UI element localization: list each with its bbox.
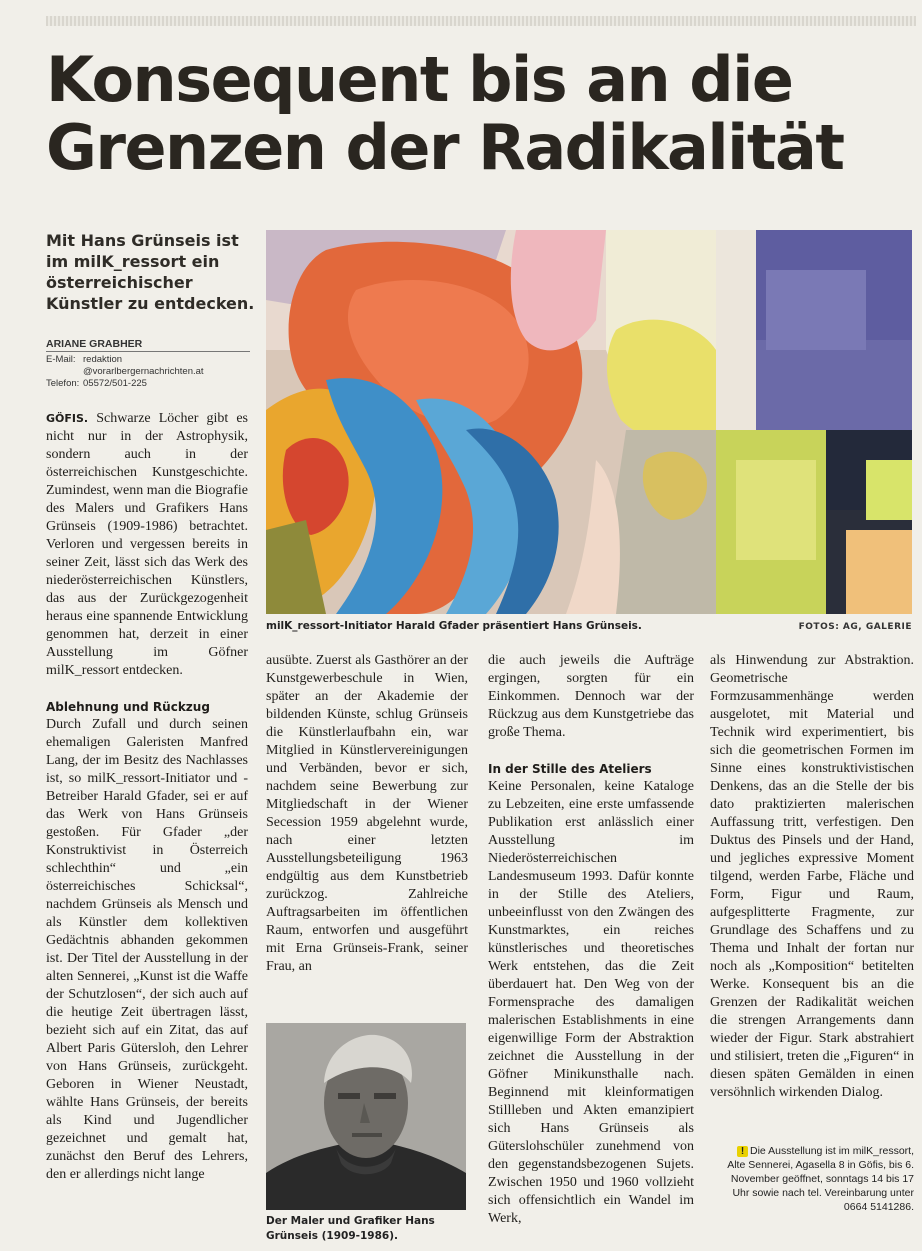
portrait-photo (266, 1023, 466, 1210)
headline (46, 43, 916, 184)
column-1-body: Durch Zufall und durch seinen ehemaligen Galeristen Manfred Lang, der im Besitz des Nachlasses ist, so milK_ressort-Initiator und -Betreiber Harald Gfader, sei er auf das Werk von Hans Grünseis gestoßen. Für Gfader „der Konstruktivist in Österreich schlechthin“ und „ein österreichisches Schicksal“, nachdem Grünseis als Mensch und als Künstler dem kollektiven Gedächtnis abhanden gekommen ist. Der Titel der Ausstellung in der alten Sennerei, „Kunst ist die Waffe der Schutzlosen“, der sich auch auf die heutige Zeit übertragen lässt, bezieht sich auf ein Zitat, das auf Albert Paris Gütersloh, den Lehrer von Hans Grünseis, zurückgeht. Geboren in Wiener Neustadt, wählte Hans Grünseis, der bereits als Kind und Jugendlicher gezeichnet und gemalt hat, zunächst den Beruf des Lehrers, den er allerdings nicht lange (46, 717, 248, 1182)
exhibition-info-text: Die Ausstellung ist im milK_ressort, Alte Sennerei, Agasella 8 in Göfis, bis 6. November geöffnet, sonntags 14 bis 17 Uhr sowie nach tel. Vereinbarung unter 0664 5141286. (727, 1145, 914, 1213)
article-column-1 (46, 410, 248, 1184)
intro-text: Schwarze Löcher gibt es nicht nur in der Astrophysik, sondern auch in der österreichischen Kunstgeschichte. Zumindest, wenn man die Biografie des Malers und Grafikers Hans Grünseis (1909-1986) betrachtet. Verloren und vergessen bereits in seiner Zeit, lässt sich das Werk des niederösterreichischen Künstlers, das aus der Zurückgezogenheit heraus eine spannende Entwicklung genommen hat, derzeit in einer Ausstellung im Göfner milK_ressort entdecken. (46, 411, 249, 678)
author-byline (46, 338, 250, 390)
email-line-2: @vorarlbergernachrichten.at (83, 366, 204, 377)
top-rule (46, 16, 916, 26)
article-column-4 (710, 652, 914, 1102)
painting-photo (266, 230, 912, 614)
portrait-caption: Der Maler und Grafiker Hans Grünseis (1909-1986). (266, 1215, 435, 1242)
author-name: ARIANE GRABHER (46, 338, 250, 352)
email-line-1: redaktion (83, 354, 123, 365)
email-label: E-Mail: (46, 354, 76, 365)
column-3-intro: die auch jeweils die Aufträge ergingen, sorgten für ein Einkommen. Dennoch war der Rückzug aus dem Kunstgetriebe das große Thema. (488, 653, 694, 740)
subheadline: Mit Hans Grünseis ist im milK_ressort ein österreichischer Künstler zu entdecken. (46, 231, 255, 313)
article-column-3 (488, 652, 694, 1228)
dateline: GÖFIS. (46, 412, 89, 425)
info-marker-icon: ! (737, 1146, 748, 1157)
photo-credit: FOTOS: AG, GALERIE (798, 622, 912, 632)
headline-line-2: Grenzen der Radikalität (46, 111, 844, 184)
section-heading-atelier: In der Stille des Ateliers (488, 762, 652, 776)
column-4-body: als Hinwendung zur Abstraktion. Geometrische Formzusammenhänge werden ausgelotet, mit Material und Technik wird experimentiert, bis sich die geometrischen Formen im Sinne eines konstruktivistischen Denkens, das an die Stelle der bis dato praktizierten malerischen Auffassung tritt, verfestigen. Den Duktus des Pinsels und der Hand, und jegliches expressive Moment tilgend, werden Farbe, Fläche und Form, Figur und Raum, aufgesplitterte Fragmente, zur Grundlage des Schaffens und zu Thema und Inhalt der fortan nur noch als „Komposition“ betitelten Werke. Konsequent bis an die Grenzen der Radikalität weichen die strengen Arrangements dann wieder der Figur. Stark abstrahiert und stilisiert, treten die „Figuren“ in diesen späten Gemälden in einen versöhnlich wirkenden Dialog. (710, 653, 914, 1100)
column-2-body: ausübte. Zuerst als Gasthörer an der Kunstgewerbeschule in Wien, später an der Akademie der bildenden Künste, schlug Grünseis die Künstlerlaufbahn ein, war Mitglied in Künstlervereinigungen und Verbänden, bevor er sich, nachdem seine Bewerbung zur Mitgliedschaft in der Wiener Secession 1959 abgelehnt wurde, nach einer letzten Ausstellungsbeteiligung 1963 endgültig aus dem Kunstbetrieb zurückzog. Zahlreiche Auftragsarbeiten im öffentlichen Raum, entworfen und ausgeführt mit Erna Grünseis-Frank, seiner Frau, an (266, 653, 468, 974)
article-column-2 (266, 652, 468, 976)
photo-caption: milK_ressort-Initiator Harald Gfader präsentiert Hans Grünseis. (266, 620, 642, 632)
section-heading-rejection: Ablehnung und Rückzug (46, 700, 210, 714)
exhibition-info (726, 1144, 914, 1214)
headline-line-1: Konsequent bis an die (46, 43, 793, 116)
column-3-body: Keine Personalen, keine Kataloge zu Lebzeiten, eine erste umfassende Publikation erst anlässlich einer Ausstellung im Niederösterreichischen Landesmuseum 1993. Dafür konnte in der Stille des Ateliers, unbeeinflusst von den Zwängen des Kunstmarktes, ein reiches künstlerisches und theoretisches Werk entstehen, das die Zeit überdauert hat. Den Weg von der Formensprache des damaligen malerischen Establishments in eine eigenwillige Form der Abstraktion zeichnet die Ausstellung in der Göfner Minikunsthalle nach. Beginnend mit kleinformatigen Stillleben und Akten emanzipiert sich Hans Grünseis als Güterslohschüler zunehmend von den gegenstandsbezogenen Sujets. Zwischen 1950 und 1960 vollzieht sich offensichtlich ein Wandel im Werk, (488, 779, 694, 1226)
phone-number: 05572/501-225 (83, 378, 147, 389)
phone-label: Telefon: (46, 378, 80, 389)
